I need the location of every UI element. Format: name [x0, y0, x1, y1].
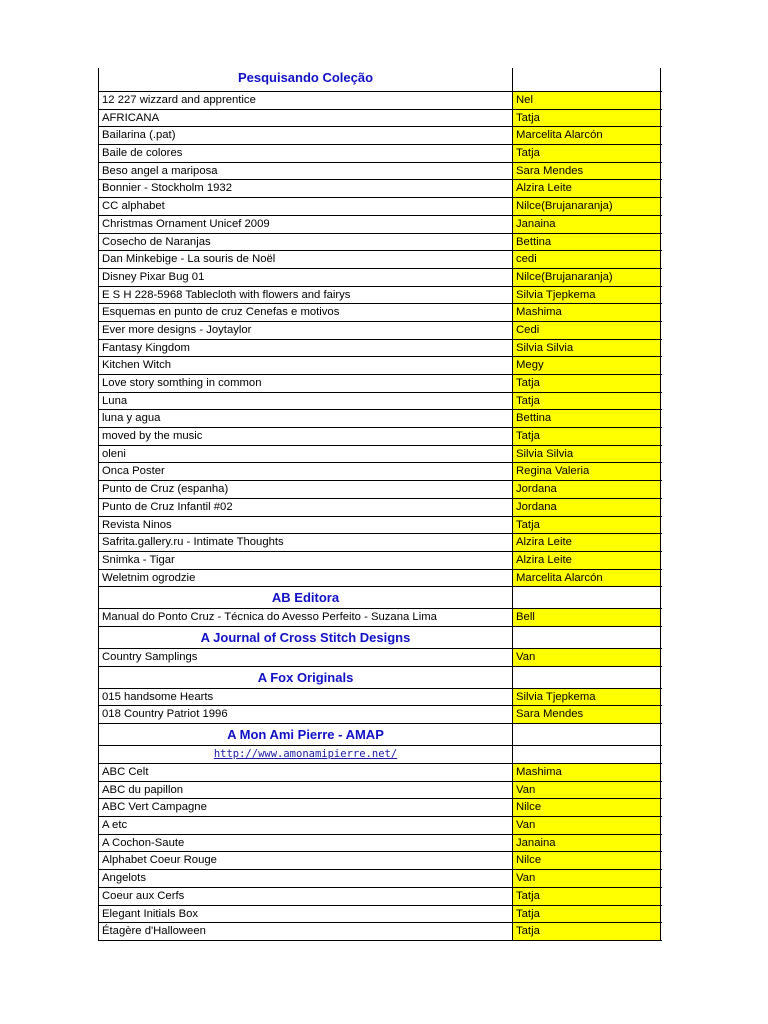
person-cell: Alzira Leite: [513, 180, 661, 197]
pattern-name-cell: Étagère d'Halloween: [98, 923, 513, 940]
table-row: [98, 322, 662, 340]
spreadsheet-table: [98, 68, 662, 941]
pattern-name-cell: oleni: [98, 446, 513, 463]
table-row: [98, 517, 662, 535]
link-row: [98, 746, 662, 764]
pattern-name-cell: ABC du papillon: [98, 782, 513, 799]
table-row: [98, 287, 662, 305]
pattern-name-cell: Coeur aux Cerfs: [98, 888, 513, 905]
person-cell: Cedi: [513, 322, 661, 339]
person-cell: Nilce(Brujanaranja): [513, 269, 661, 286]
person-cell: Sara Mendes: [513, 706, 661, 723]
pattern-name-cell: Revista Ninos: [98, 517, 513, 534]
person-cell: Tatja: [513, 888, 661, 905]
section-title: A Mon Ami Pierre - AMAP: [98, 724, 513, 745]
person-cell: cedi: [513, 251, 661, 268]
person-cell: Tatja: [513, 517, 661, 534]
person-cell: Regina Valeria: [513, 463, 661, 480]
table-row: [98, 463, 662, 481]
pattern-name-cell: Weletnim ogrodzie: [98, 570, 513, 587]
section-blank-cell: [513, 587, 661, 608]
table-row: [98, 923, 662, 941]
person-cell: Bettina: [513, 234, 661, 251]
pattern-name-cell: Manual do Ponto Cruz - Técnica do Avesso Perfeito - Suzana Lima: [98, 609, 513, 626]
person-cell: Alzira Leite: [513, 552, 661, 569]
pattern-name-cell: CC alphabet: [98, 198, 513, 215]
pattern-name-cell: Bailarina (.pat): [98, 127, 513, 144]
table-row: [98, 706, 662, 724]
pattern-name-cell: Punto de Cruz (espanha): [98, 481, 513, 498]
person-cell: Alzira Leite: [513, 534, 661, 551]
table-row: [98, 799, 662, 817]
pattern-name-cell: Disney Pixar Bug 01: [98, 269, 513, 286]
person-cell: Van: [513, 870, 661, 887]
table-row: [98, 906, 662, 924]
table-row: [98, 609, 662, 627]
person-cell: Tatja: [513, 110, 661, 127]
pattern-name-cell: ABC Vert Campagne: [98, 799, 513, 816]
table-row: [98, 570, 662, 588]
table-row: [98, 180, 662, 198]
table-row: [98, 534, 662, 552]
person-cell: Silvia Silvia: [513, 446, 661, 463]
pattern-name-cell: 018 Country Patriot 1996: [98, 706, 513, 723]
person-cell: Mashima: [513, 304, 661, 321]
publisher-link[interactable]: http://www.amonamipierre.net/: [98, 746, 513, 763]
pattern-name-cell: Love story somthing in common: [98, 375, 513, 392]
person-cell: Silvia Tjepkema: [513, 287, 661, 304]
pattern-name-cell: moved by the music: [98, 428, 513, 445]
person-cell: Tatja: [513, 906, 661, 923]
person-cell: Marcelita Alarcón: [513, 570, 661, 587]
table-row: [98, 269, 662, 287]
person-cell: Tatja: [513, 923, 661, 940]
table-row: [98, 817, 662, 835]
pattern-name-cell: Cosecho de Naranjas: [98, 234, 513, 251]
pattern-name-cell: Punto de Cruz Infantil #02: [98, 499, 513, 516]
table-row: [98, 234, 662, 252]
table-row: [98, 552, 662, 570]
person-cell: Silvia Silvia: [513, 340, 661, 357]
person-cell: Van: [513, 817, 661, 834]
section-header-row: [98, 627, 662, 649]
pattern-name-cell: A etc: [98, 817, 513, 834]
table-row: [98, 481, 662, 499]
table-row: [98, 357, 662, 375]
pattern-name-cell: A Cochon-Saute: [98, 835, 513, 852]
table-row: [98, 110, 662, 128]
pattern-name-cell: Bonnier - Stockholm 1932: [98, 180, 513, 197]
person-cell: Janaina: [513, 216, 661, 233]
pattern-name-cell: Fantasy Kingdom: [98, 340, 513, 357]
table-row: [98, 782, 662, 800]
table-row: [98, 340, 662, 358]
pattern-name-cell: Country Samplings: [98, 649, 513, 666]
person-cell: Silvia Tjepkema: [513, 689, 661, 706]
table-row: [98, 251, 662, 269]
person-cell: Bettina: [513, 410, 661, 427]
person-cell: Mashima: [513, 764, 661, 781]
table-row: [98, 870, 662, 888]
pattern-name-cell: Baile de colores: [98, 145, 513, 162]
pattern-name-cell: AFRICANA: [98, 110, 513, 127]
table-row: [98, 649, 662, 667]
section-blank-cell: [513, 667, 661, 688]
pattern-name-cell: luna y agua: [98, 410, 513, 427]
pattern-name-cell: E S H 228-5968 Tablecloth with flowers and fairys: [98, 287, 513, 304]
section-blank-cell: [513, 68, 661, 91]
table-row: [98, 304, 662, 322]
section-title: A Fox Originals: [98, 667, 513, 688]
pattern-name-cell: 015 handsome Hearts: [98, 689, 513, 706]
section-title: Pesquisando Coleção: [98, 68, 513, 91]
person-cell: Van: [513, 782, 661, 799]
section-title: AB Editora: [98, 587, 513, 608]
section-blank-cell: [513, 724, 661, 745]
section-blank-cell: [513, 627, 661, 648]
person-cell: Van: [513, 649, 661, 666]
pattern-name-cell: Snimka - Tigar: [98, 552, 513, 569]
table-row: [98, 499, 662, 517]
pattern-name-cell: Christmas Ornament Unicef 2009: [98, 216, 513, 233]
pattern-name-cell: 12 227 wizzard and apprentice: [98, 92, 513, 109]
person-cell: Marcelita Alarcón: [513, 127, 661, 144]
person-cell: Bell: [513, 609, 661, 626]
section-title: A Journal of Cross Stitch Designs: [98, 627, 513, 648]
link-blank-cell: [513, 746, 661, 763]
table-row: [98, 852, 662, 870]
section-header-row: [98, 724, 662, 746]
section-header-row: [98, 68, 662, 92]
person-cell: Tatja: [513, 145, 661, 162]
person-cell: Sara Mendes: [513, 163, 661, 180]
pattern-name-cell: Ever more designs - Joytaylor: [98, 322, 513, 339]
pattern-name-cell: Esquemas en punto de cruz Cenefas e motivos: [98, 304, 513, 321]
pattern-name-cell: Elegant Initials Box: [98, 906, 513, 923]
pattern-name-cell: Luna: [98, 393, 513, 410]
pattern-name-cell: Alphabet Coeur Rouge: [98, 852, 513, 869]
person-cell: Nel: [513, 92, 661, 109]
pattern-name-cell: Kitchen Witch: [98, 357, 513, 374]
person-cell: Tatja: [513, 428, 661, 445]
table-row: [98, 145, 662, 163]
person-cell: Tatja: [513, 393, 661, 410]
table-row: [98, 410, 662, 428]
table-row: [98, 764, 662, 782]
section-header-row: [98, 587, 662, 609]
pattern-name-cell: Angelots: [98, 870, 513, 887]
person-cell: Tatja: [513, 375, 661, 392]
pattern-name-cell: Onca Poster: [98, 463, 513, 480]
pattern-name-cell: ABC Celt: [98, 764, 513, 781]
person-cell: Janaina: [513, 835, 661, 852]
person-cell: Nilce: [513, 852, 661, 869]
person-cell: Jordana: [513, 481, 661, 498]
pattern-name-cell: Beso angel a mariposa: [98, 163, 513, 180]
table-row: [98, 216, 662, 234]
person-cell: Nilce: [513, 799, 661, 816]
person-cell: Nilce(Brujanaranja): [513, 198, 661, 215]
table-row: [98, 92, 662, 110]
table-row: [98, 428, 662, 446]
table-row: [98, 689, 662, 707]
section-header-row: [98, 667, 662, 689]
table-row: [98, 393, 662, 411]
table-row: [98, 375, 662, 393]
person-cell: Megy: [513, 357, 661, 374]
table-row: [98, 198, 662, 216]
table-row: [98, 835, 662, 853]
person-cell: Jordana: [513, 499, 661, 516]
pattern-name-cell: Dan Minkebige - La souris de Noël: [98, 251, 513, 268]
table-row: [98, 888, 662, 906]
table-row: [98, 446, 662, 464]
pattern-name-cell: Safrita.gallery.ru - Intimate Thoughts: [98, 534, 513, 551]
table-row: [98, 127, 662, 145]
table-row: [98, 163, 662, 181]
